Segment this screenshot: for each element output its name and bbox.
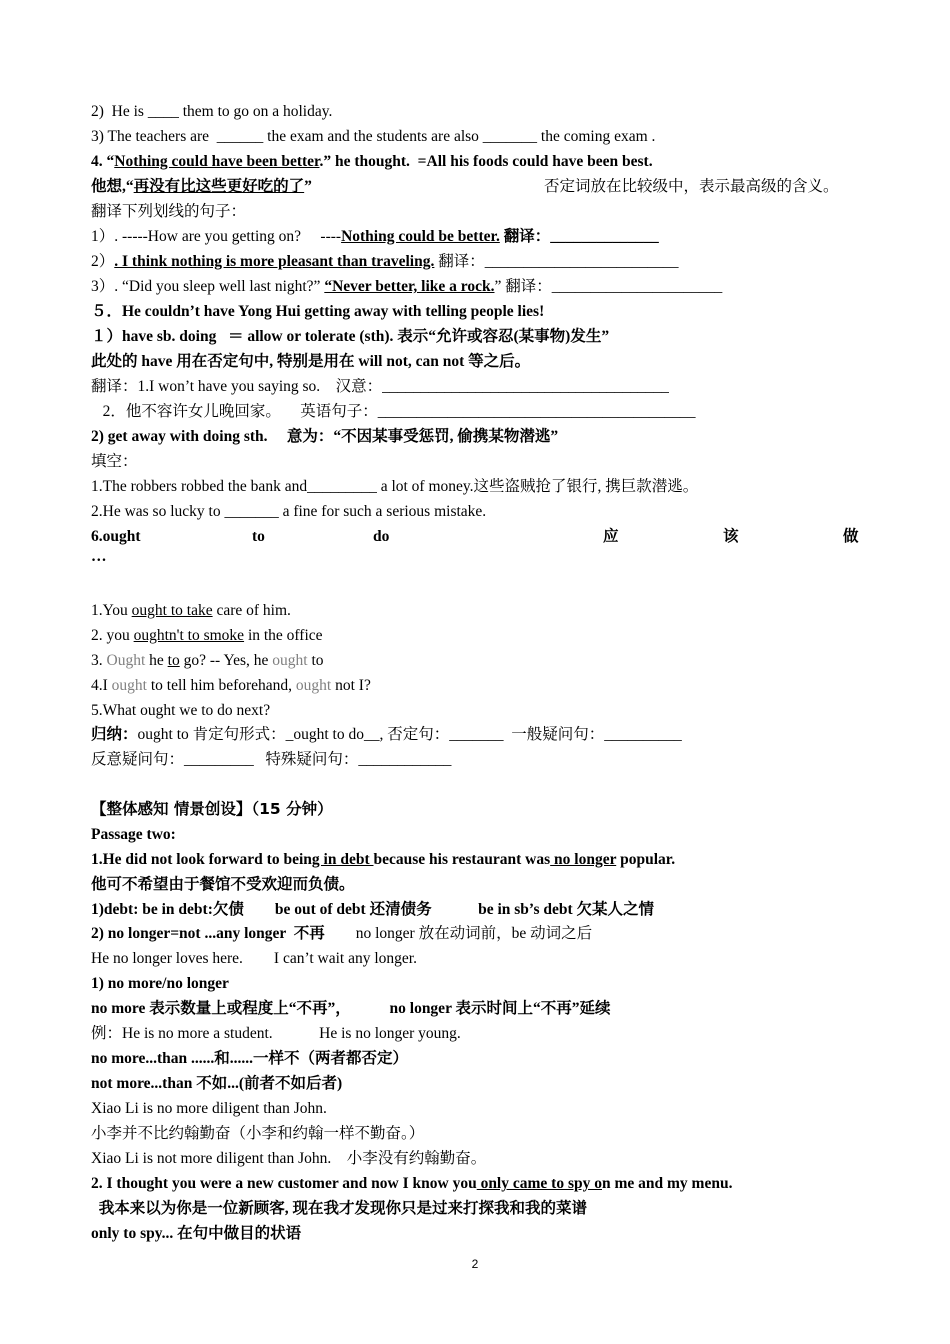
text-line: 填空：: [91, 453, 138, 470]
text-span: ” 翻译：______________________: [494, 278, 723, 295]
justified-word: 做: [843, 528, 859, 545]
underlined-text: Nothing could be better.: [341, 228, 500, 245]
text-line: [91, 277, 722, 297]
text-line: [91, 651, 324, 671]
answer-blank: ______________: [550, 228, 659, 245]
text-span: .” he thought. =All his foods could have been best.: [319, 153, 653, 170]
text-span: 翻译：_________________________: [434, 253, 679, 270]
justified-word: 该: [723, 528, 739, 545]
underlined-text: g in debt: [311, 851, 374, 868]
gray-text: ought: [272, 652, 308, 669]
text-line: [91, 252, 679, 272]
text-span: 3.: [91, 652, 107, 669]
text-span: not I?: [331, 677, 371, 694]
text-line: [91, 725, 682, 745]
justified-word: do: [373, 528, 390, 545]
justified-word: 6.ought: [91, 528, 141, 545]
text-span: 2）: [91, 253, 115, 270]
underlined-text: to: [167, 652, 180, 669]
text-span: 1.You: [91, 602, 132, 619]
text-span: no longer 放在动词前，be 动词之后: [324, 925, 593, 942]
text-span: 2. you: [91, 627, 134, 644]
underlined-text: Nothing could have been better: [114, 153, 320, 170]
text-span: 4. “: [91, 153, 115, 170]
text-line: [91, 1174, 732, 1194]
text-line: 5.What ought we to do next?: [91, 702, 271, 719]
text-line: [91, 177, 312, 197]
text-line: Xiao Li is not more diligent than John. 小李没有约翰勤奋。: [91, 1150, 487, 1167]
text-span: 4.I: [91, 677, 112, 694]
underlined-text: 再没有比这些更好吃的了: [133, 178, 305, 195]
text-line: 例：He is no more a student. He is no longer young.: [91, 1025, 461, 1042]
text-span: popular.: [616, 851, 676, 868]
text-line: 否定词放在比较级中，表示最高级的含义。: [544, 178, 839, 195]
text-line: 2．他不容许女儿晚回家。 英语句子：_________________________________________: [91, 403, 696, 420]
text-span: ought to 肯定句形式：_ought to do__, 否定句：_______ 一般疑问句：__________: [137, 726, 682, 743]
text-line: Passage two:: [91, 826, 176, 843]
text-span: ”: [304, 178, 312, 195]
text-line: [91, 850, 675, 870]
underlined-text: . I think nothing is more pleasant than traveling.: [114, 253, 435, 270]
text-line: 1)debt: be in debt:欠债 be out of debt 还清债务 be in sb’s debt 欠某人之情: [91, 901, 655, 918]
text-line: Xiao Li is no more diligent than John.: [91, 1100, 327, 1117]
justified-word: 应: [603, 528, 619, 545]
underlined-text: oughtn't to smoke: [133, 627, 245, 644]
underlined-text: no longer: [550, 851, 617, 868]
justified-word: to: [252, 528, 265, 545]
text-span: he: [145, 652, 168, 669]
text-line: 小李并不比约翰勤奋（小李和约翰一样不勤奋。）: [91, 1125, 425, 1142]
text-line: not more...than 不如...(前者不如后者): [91, 1075, 343, 1092]
text-line: 反意疑问句：_________ 特殊疑问句：____________: [91, 751, 452, 768]
text-line: [91, 227, 659, 247]
text-line: [91, 676, 371, 696]
text-line: 我本来以为你是一位新顾客, 现在我才发现你只是过来打探我和我的菜谱: [91, 1200, 588, 1217]
text-line: 翻译下列划线的句子：: [91, 203, 247, 220]
text-line: 2) He is ____ them to go on a holiday.: [91, 103, 333, 120]
text-span: care of him.: [212, 602, 291, 619]
text-line: …: [91, 548, 107, 565]
text-line: 2.He was so lucky to _______ a fine for such a serious mistake.: [91, 503, 487, 520]
text-span: I thought you were a new customer and now I know you: [106, 1175, 477, 1192]
section-heading: 【整体感知 情景创设】（15 分钟）: [91, 800, 333, 818]
text-span: in the office: [244, 627, 323, 644]
gray-text: ought: [295, 677, 332, 694]
text-line: ５．He couldn’t have Yong Hui getting away with telling people lies!: [91, 303, 545, 320]
text-line: １）have sb. doing ＝ allow or tolerate (sth). 表示“允许或容忍(某事物)发生”: [91, 328, 610, 345]
text-span: to tell him beforehand,: [146, 677, 296, 694]
underlined-text: only came to spy o: [476, 1175, 602, 1192]
text-line: 翻译：1.I won’t have you saying so. 汉意：_____________________________________: [91, 378, 669, 395]
text-span: 翻译：: [499, 228, 551, 245]
text-span: 2) no longer=not ...any longer 不再: [91, 925, 325, 942]
gray-text: Ought: [106, 652, 146, 669]
gray-text: ought: [111, 677, 147, 694]
text-line: [91, 152, 653, 172]
underlined-text: ought to take: [131, 602, 213, 619]
text-span: 1）. -----How are you getting on? ----: [91, 228, 342, 245]
text-line: 2) get away with doing sth. 意为：“不因某事受惩罚, 偷携某物潜逃”: [91, 428, 559, 445]
underlined-text: “Never better, like a rock.: [324, 278, 495, 295]
text-line: [91, 601, 291, 621]
text-span: n me and my menu.: [601, 1175, 733, 1192]
text-span: 归纳：: [91, 726, 138, 743]
text-line: 他可不希望由于餐馆不受欢迎而负债。: [91, 876, 355, 893]
text-span: 3）. “Did you sleep well last night?”: [91, 278, 325, 295]
text-line: 1.The robbers robbed the bank and_________ a lot of money.这些盗贼抢了银行, 携巨款潜逃。: [91, 478, 699, 495]
text-span: to: [307, 652, 324, 669]
text-line: no more...than ......和......一样不（两者都否定）: [91, 1050, 409, 1067]
text-span: because his restaurant was: [373, 851, 551, 868]
text-line: 1) no more/no longer: [91, 975, 229, 992]
text-span: 2.: [91, 1175, 107, 1192]
text-span: 1.He did not look forward to bein: [91, 851, 312, 868]
text-line: 此处的 have 用在否定句中, 特别是用在 will not, can not 等之后。: [91, 353, 531, 370]
text-line: no more 表示数量上或程度上“不再”， no longer 表示时间上“不再”延续: [91, 1000, 611, 1017]
text-span: 他想,“: [91, 178, 134, 195]
text-line: 3) The teachers are ______ the exam and the students are also _______ the coming exam .: [91, 128, 656, 145]
text-span: go? -- Yes, he: [179, 652, 273, 669]
page-number: 2: [471, 1257, 479, 1271]
text-line: He no longer loves here. I can’t wait any longer.: [91, 950, 417, 967]
text-line: [91, 924, 592, 944]
text-line: only to spy... 在句中做目的状语: [91, 1225, 302, 1242]
text-line: [91, 626, 323, 646]
